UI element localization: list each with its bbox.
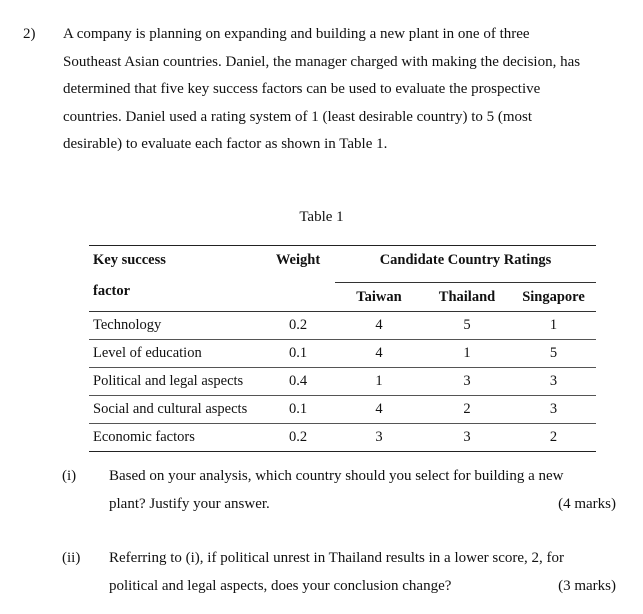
rating-cell: 4 <box>335 312 423 340</box>
sub-question-text: Referring to (i), if political unrest in Thailand results in a lower score, 2, for <box>109 550 565 566</box>
factor-cell: Political and legal aspects <box>89 368 261 396</box>
rating-cell: 3 <box>511 368 596 396</box>
question-number: 2) <box>23 26 36 42</box>
rating-cell: 1 <box>335 368 423 396</box>
table-row <box>89 340 596 368</box>
rating-cell: 1 <box>511 312 596 340</box>
table-caption: Table 1 <box>299 209 344 225</box>
header-country-singapore: Singapore <box>511 283 596 312</box>
table-row <box>89 312 596 340</box>
weight-cell: 0.1 <box>261 340 335 368</box>
weight-cell: 0.2 <box>261 424 335 452</box>
intro-line: Southeast Asian countries. Daniel, the manager charged with making the decision, has <box>63 53 581 70</box>
sub-question-text: Based on your analysis, which country should you select for building a new <box>109 468 564 484</box>
weight-cell: 0.1 <box>261 396 335 424</box>
sub-question-label: (ii) <box>62 550 81 566</box>
table-row <box>89 396 596 424</box>
sub-question-text: plant? Justify your answer. <box>109 495 270 512</box>
factor-cell: Economic factors <box>89 424 261 452</box>
marks-label: (3 marks) <box>558 577 616 594</box>
rating-cell: 3 <box>423 424 511 452</box>
rating-cell: 2 <box>511 424 596 452</box>
rating-cell: 4 <box>335 396 423 424</box>
table-row <box>89 368 596 396</box>
header-country-thailand: Thailand <box>423 283 511 312</box>
ratings-table <box>89 245 596 452</box>
rating-cell: 3 <box>423 368 511 396</box>
rating-cell: 3 <box>335 424 423 452</box>
intro-line: determined that five key success factors can be used to evaluate the prospective <box>63 81 541 97</box>
header-factor-line1: Key success <box>89 246 261 283</box>
intro-line: desirable) to evaluate each factor as shown in Table 1. <box>63 136 388 152</box>
intro-line: A company is planning on expanding and building a new plant in one of three <box>63 26 530 42</box>
factor-cell: Level of education <box>89 340 261 368</box>
rating-cell: 3 <box>511 396 596 424</box>
header-candidate-ratings: Candidate Country Ratings <box>335 246 596 283</box>
rating-cell: 5 <box>511 340 596 368</box>
weight-cell: 0.2 <box>261 312 335 340</box>
header-factor-line2: factor <box>89 283 261 312</box>
rating-cell: 2 <box>423 396 511 424</box>
header-country-taiwan: Taiwan <box>335 283 423 312</box>
table-row <box>89 424 596 452</box>
rating-cell: 4 <box>335 340 423 368</box>
factor-cell: Social and cultural aspects <box>89 396 261 424</box>
header-weight: Weight <box>261 246 335 283</box>
rating-cell: 1 <box>423 340 511 368</box>
intro-line: countries. Daniel used a rating system of 1 (least desirable country) to 5 (most <box>63 108 533 125</box>
marks-label: (4 marks) <box>558 495 616 512</box>
weight-cell: 0.4 <box>261 368 335 396</box>
question-intro <box>63 21 610 159</box>
factor-cell: Technology <box>89 312 261 340</box>
rating-cell: 5 <box>423 312 511 340</box>
sub-question-text: political and legal aspects, does your conclusion change? <box>109 577 452 594</box>
sub-question-label: (i) <box>62 468 77 484</box>
